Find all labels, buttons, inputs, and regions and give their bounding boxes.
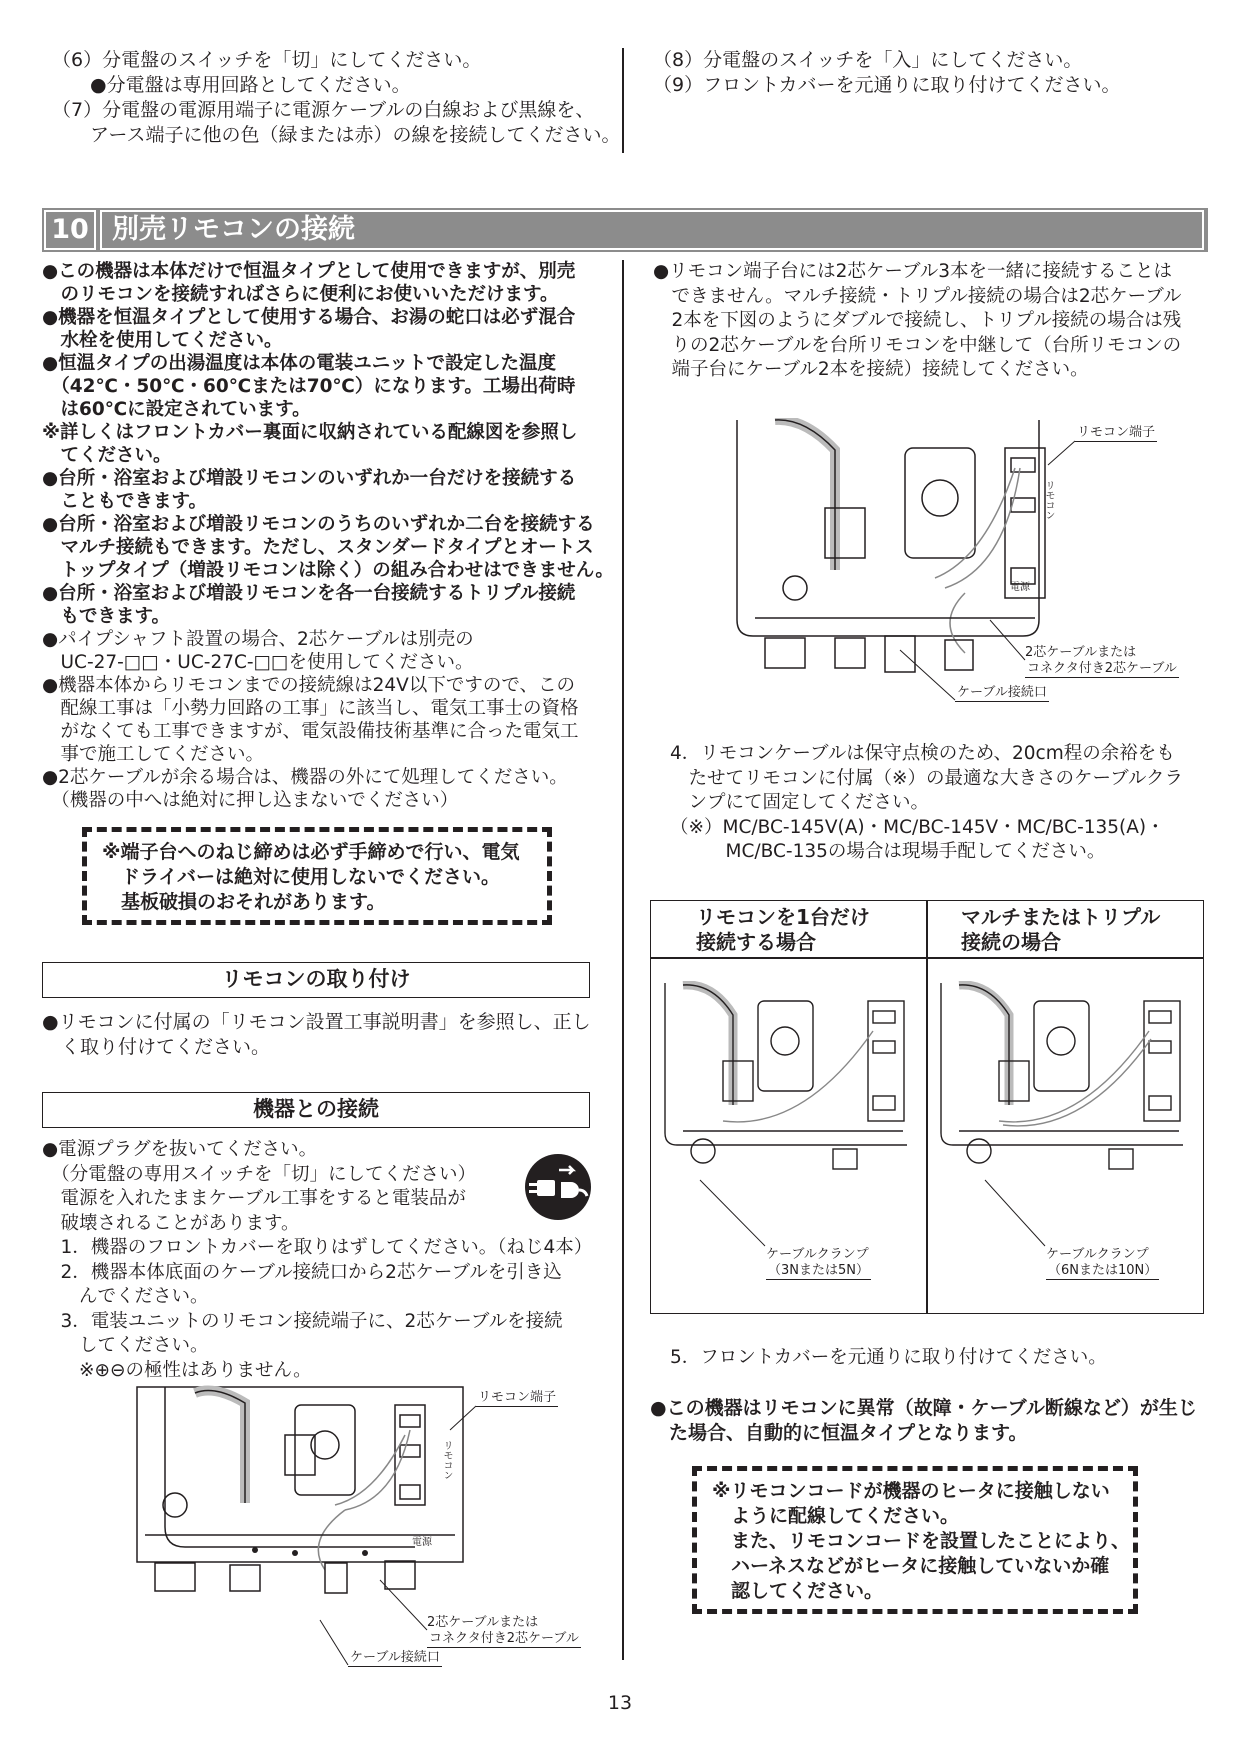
warning-text: ※端子台へのねじ締めは必ず手締めで行い、電気 ドライバーは絶対に使用しないでください。 基板破損のおそれがあります。	[102, 841, 520, 913]
left-bullet-list	[42, 260, 614, 812]
list-item: ●パイプシャフト設置の場合、2芯ケーブルは別売の UC-27-□□・UC-27C-□□を使用してください。	[42, 629, 474, 673]
table-col-divider	[926, 901, 928, 1313]
label-2core-cable-right: 2芯ケーブルまたは コネクタ付き2芯ケーブル	[1025, 645, 1177, 676]
page-number: 13	[607, 1692, 633, 1714]
list-item: ●台所・浴室および増設リモコンのうちのいずれか二台を接続する マルチ接続もできます。ただし、スタンダードタイプとオートス トップタイプ（増設リモコンは除く）の組み合わせはできません。	[42, 514, 614, 581]
unplug-icon	[523, 1152, 593, 1222]
section-title: 別売リモコンの接続	[100, 210, 1204, 250]
label-board-power-left: 電源	[412, 1537, 432, 1548]
warning-box-heater	[692, 1466, 1138, 1614]
instruction-line: （7）分電盤の電源用端子に電源ケーブルの白線および黒線を、	[52, 99, 595, 121]
list-item: ※詳しくはフロントカバー裏面に収納されている配線図を参照し てください。	[42, 422, 578, 466]
table-header-single: リモコンを1台だけ 接続する場合	[696, 905, 870, 954]
wiring-diagram-left	[135, 1385, 465, 1600]
list-item: ●2芯ケーブルが余る場合は、機器の外にて処理してください。 （機器の中へは絶対に押し込まないでください）	[42, 767, 568, 811]
auto-mode-notice: ●この機器はリモコンに異常（故障・ケーブル断線など）が生じ た場合、自動的に恒温タイプとなります。	[650, 1397, 1197, 1444]
clamp-diagram-single	[663, 981, 918, 1171]
instruction-line: アース端子に他の色（緑または赤）の線を接続してください。	[52, 124, 621, 146]
subheading-device-connection: 機器との接続	[42, 1092, 590, 1128]
label-remocon-terminal-left: リモコン端子	[478, 1390, 557, 1405]
label-board-power-right: 電源	[1010, 582, 1030, 593]
top-column-divider	[622, 48, 624, 153]
right-intro-text: ●リモコン端子台には2芯ケーブル3本を一緒に接続することは できません。マルチ接続・トリプル接続の場合は2芯ケーブル 2本を下図のようにダブルで接続し、トリプル接続の場合は残 りの2芯ケーブルを台所リモコンを中継して（台所リモコンの 端子台にケーブル2本を接続）接続してください。	[653, 261, 1182, 380]
warning-text: ※リモコンコードが機器のヒータに接触しない ように配線してください。 また、リモコンコードを設置したことにより、 ハーネスなどがヒータに接触していないか確 認してください。	[712, 1480, 1131, 1602]
top-left-instructions	[52, 48, 620, 148]
connection-steps: ●電源プラグを抜いてください。 （分電盤の専用スイッチを「切」にしてください） 電源を入れたままケーブル工事をすると電装品が 破壊されることがあります。 1．機器のフロントカバーを取りはずしてください。（ねじ4本） 2．機器本体底面のケーブル接続口から2芯ケーブルを引き込 んでください。 3．電装ユニットのリモコン接続端子に、2芯ケーブルを接続 してください。 ※⊕⊖の極性はありません。	[42, 1139, 593, 1381]
instruction-line: ●分電盤は専用回路としてください。	[52, 74, 411, 96]
section-header	[42, 208, 1208, 252]
instruction-line: （6）分電盤のスイッチを「切」にしてください。	[52, 49, 482, 71]
step-4-text: 4．リモコンケーブルは保守点検のため、20cm程の余裕をも たせてリモコンに付属（※）の最適な大きさのケーブルクラ ンプにて固定してください。 （※）MC/BC-145V(A)・MC/BC-145V・MC/BC-135(A)・ MC/BC-135の場合は現場手配してください。	[670, 743, 1183, 862]
clamp-label-multi: ケーブルクランプ （6Nまたは10N）	[1046, 1247, 1158, 1278]
wiring-diagram-right	[735, 418, 1060, 678]
instruction-line: （8）分電盤のスイッチを「入」にしてください。	[653, 49, 1083, 71]
list-item: ●この機器は本体だけで恒温タイプとして使用できますが、別売 のリモコンを接続すればさらに便利にお使いいただけます。	[42, 261, 576, 305]
warning-box-screw	[82, 827, 552, 925]
label-cable-port-right: ケーブル接続口	[957, 685, 1047, 700]
main-column-divider	[622, 260, 624, 1660]
list-item: ●台所・浴室および増設リモコンのいずれか一台だけを接続する こともできます。	[42, 468, 577, 512]
list-item: ●恒温タイプの出湯温度は本体の電装ユニットで設定した温度 （42℃・50℃・60℃または70℃）になります。工場出荷時 は60℃に設定されています。	[42, 353, 576, 420]
clamp-diagram-multi	[939, 981, 1194, 1171]
list-item: ●機器を恒温タイプとして使用する場合、お湯の蛇口は必ず混合 水栓を使用してください。	[42, 307, 576, 351]
subheading-remocon-install: リモコンの取り付け	[42, 962, 590, 998]
label-board-remocon-right: リモコン	[1043, 480, 1054, 520]
install-text: ●リモコンに付属の「リモコン設置工事説明書」を参照し、正し く取り付けてください。	[42, 1011, 591, 1058]
section-number: 10	[44, 210, 96, 250]
step-5-text: 5．フロントカバーを元通りに取り付けてください。	[670, 1347, 1107, 1368]
clamp-comparison-table	[650, 900, 1204, 1314]
label-cable-port-left: ケーブル接続口	[350, 1650, 440, 1665]
table-header-multi: マルチまたはトリプル 接続の場合	[961, 905, 1161, 954]
table-header-divider	[651, 957, 1203, 959]
clamp-label-single: ケーブルクランプ （3Nまたは5N）	[766, 1247, 869, 1278]
list-item: ●台所・浴室および増設リモコンを各一台接続するトリプル接続 もできます。	[42, 583, 576, 627]
instruction-line: （9）フロントカバーを元通りに取り付けてください。	[653, 74, 1121, 96]
list-item: ●機器本体からリモコンまでの接続線は24V以下ですので、この 配線工事は「小勢力回路の工事」に該当し、電気工事士の資格 がなくても工事できますが、電気設備技術基準に合った電気工 事で施工してください。	[42, 675, 579, 765]
label-board-remocon-left: リモコン	[441, 1440, 452, 1480]
label-remocon-terminal-right: リモコン端子	[1077, 425, 1156, 440]
label-2core-cable-left: 2芯ケーブルまたは コネクタ付き2芯ケーブル	[427, 1615, 579, 1646]
top-right-instructions	[653, 48, 1121, 98]
